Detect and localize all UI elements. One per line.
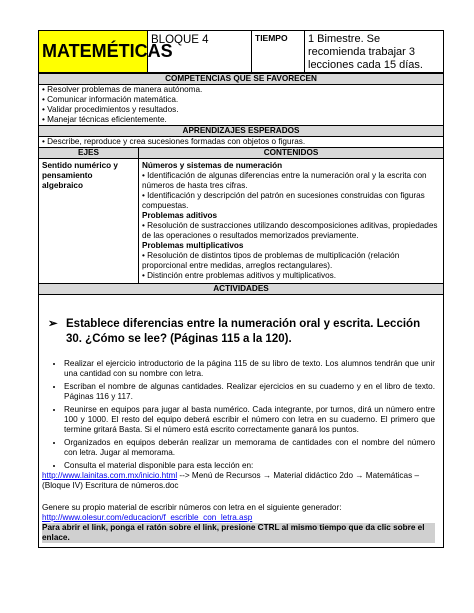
contenidos-cell: [139, 159, 444, 284]
resource-path: --> Menú de Recursos → Material didáctico 2do → Matemáticas – (Bloque IV) Escritura de números.doc: [42, 471, 419, 490]
arrow-bullet-icon: ➢: [48, 318, 58, 330]
list-item: • Consulta el material disponible para esta lección en:: [64, 461, 435, 471]
list-item: • Reunirse en equipos para jugar al basta numérico. Cada integrante, por turnos, dirá un número entre 100 y 1000. El resto del equipo deberá escribir el número con letra en su cuaderno. El primero que termine gritará Basta. Si el número está escrito correctamente ganará los puntos.: [64, 405, 435, 435]
activity-list: [42, 359, 435, 471]
lesson-title: Establece diferencias entre la numeración oral y escrita. Lección 30. ¿Cómo se lee? (Páginas 115 a la 120).: [66, 318, 421, 345]
link-instructions: Para abrir el link, ponga el ratón sobre el link, presione CTRL al mismo tiempo que da clic sobre el enlace.: [42, 523, 435, 543]
document-page: [38, 30, 443, 548]
aprendizajes-text: • Describe, reproduce y crea sucesiones formadas con objetos o figuras.: [39, 137, 444, 148]
list-item: • Escriban el nombre de algunas cantidades. Realizar ejercicios en su cuaderno y en el libro de texto. Páginas 116 y 117.: [64, 382, 435, 402]
competencia-item: • Resolver problemas de manera autónoma.: [42, 85, 203, 94]
competencia-item: • Validar procedimientos y resultados.: [42, 105, 179, 114]
contenido-heading: Problemas aditivos: [142, 211, 218, 220]
list-item: • Organizados en equipos deberán realizar un memorama de cantidades con el nombre del número con letra. Jugar al memorama.: [64, 438, 435, 458]
actividades-cell: [39, 295, 444, 548]
resource-line: [42, 471, 435, 491]
header-table: [38, 30, 444, 73]
planning-table: [38, 73, 444, 548]
lainitas-link[interactable]: http://www.lainitas.com.mx/inicio.html: [42, 471, 178, 480]
bloque-label: BLOQUE 4: [148, 31, 252, 73]
actividades-title: ACTIVIDADES: [39, 284, 444, 295]
generator-link[interactable]: http://www.olesur.com/educacion/f_escrible_con_letra.asp: [42, 513, 253, 522]
competencia-item: • Comunicar información matemática.: [42, 95, 179, 104]
competencia-item: • Manejar técnicas eficientemente.: [42, 115, 167, 124]
eje-name: Sentido numérico y pensamiento algebraico: [39, 159, 139, 284]
competencias-list: [39, 85, 444, 126]
contenido-item: • Identificación de algunas diferencias entre la numeración oral y la escrita con números de hasta tres cifras.: [142, 171, 427, 190]
list-item: • Realizar el ejercicio introductorio de la página 115 de su libro de texto. Los alumnos tendrán que unir una cantidad con su nombre con letra.: [64, 359, 435, 379]
tiempo-label: TIEMPO: [252, 31, 305, 73]
lesson-heading: [48, 317, 435, 347]
contenido-heading: Números y sistemas de numeración: [142, 161, 283, 170]
contenido-item: • Resolución de sustracciones utilizando descomposiciones aditivas, propiedades de las operaciones o resultados memorizados previamente.: [142, 221, 438, 240]
contenido-item: • Distinción entre problemas aditivos y multiplicativos.: [142, 271, 336, 280]
contenido-item: • Identificación y descripción del patrón en sucesiones construidas con figuras compuestas.: [142, 191, 425, 210]
aprendizajes-title: APRENDIZAJES ESPERADOS: [39, 126, 444, 137]
contenido-heading: Problemas multiplicativos: [142, 241, 244, 250]
subject-title: MATEMÉTICAS: [39, 31, 148, 73]
competencias-title: COMPETENCIAS QUE SE FAVORECEN: [39, 74, 444, 85]
contenidos-header: CONTENIDOS: [139, 148, 444, 159]
generator-text: Genere su propio material de escribir números con letra en el siguiente generador:: [42, 503, 342, 512]
tiempo-value: 1 Bimestre. Se recomienda trabajar 3 lecciones cada 15 días.: [305, 31, 444, 73]
contenido-item: • Resolución de distintos tipos de problemas de multiplicación (relación proporcional entre medidas, arreglos rectangulares).: [142, 251, 400, 270]
ejes-header: EJES: [39, 148, 139, 159]
